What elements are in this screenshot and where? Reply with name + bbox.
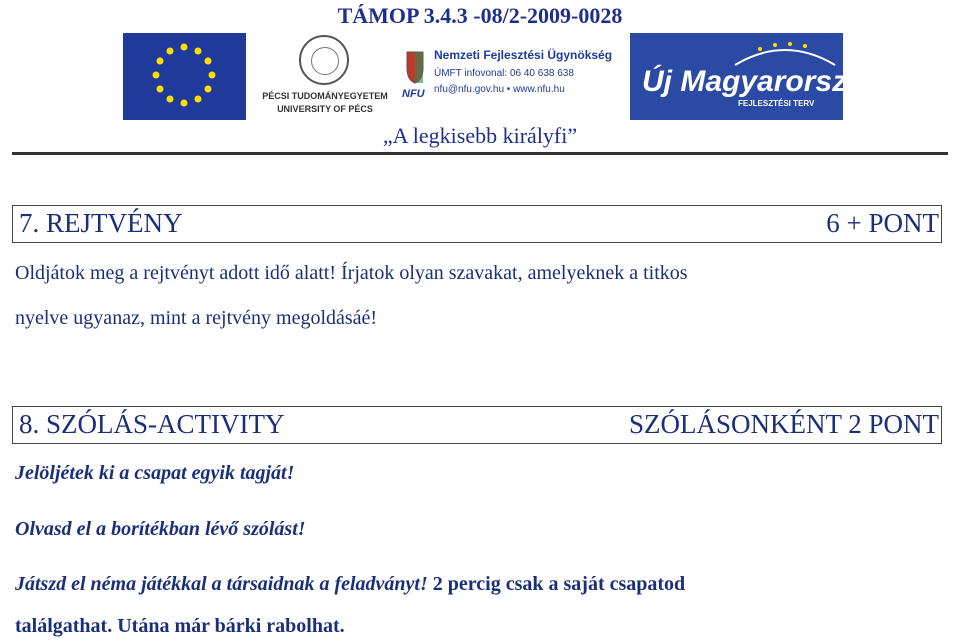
arc-stars-icon — [730, 39, 840, 67]
section-7-header — [12, 205, 942, 243]
nfu-web: nfu@nfu.gov.hu • www.nfu.hu — [434, 84, 565, 95]
um-sub: FEJLESZTÉSI TERV — [738, 99, 815, 108]
section-8-line-3-bold: 2 percig csak a saját csapatod — [432, 573, 686, 595]
section-8-header — [12, 406, 942, 444]
section-7-line-2: nyelve ugyanaz, mint a rejtvény megoldásáé! — [15, 307, 378, 329]
um-name: Új Magyarország — [642, 65, 883, 98]
logo-strip — [0, 30, 960, 120]
section-8-line-3-italic: Játszd el néma játékkal a társaidnak a feladványt! — [15, 573, 428, 595]
nfu-name: Nemzeti Fejlesztési Ügynökség — [434, 48, 613, 62]
section-8-line-1: Jelöljétek ki a csapat egyik tagját! — [15, 462, 295, 484]
section-7-points: 6 + PONT — [826, 208, 939, 238]
section-7-title: 7. REJTVÉNY — [19, 208, 183, 238]
section-8-title: 8. SZÓLÁS-ACTIVITY — [19, 409, 285, 439]
eu-flag-logo — [123, 33, 246, 120]
nfu-logo — [400, 42, 625, 112]
section-8-line-3 — [15, 573, 685, 596]
nfu-abbr: NFU — [402, 88, 425, 100]
document-header-title: TÁMOP 3.4.3 -08/2-2009-0028 — [337, 3, 623, 28]
pte-name-en: UNIVERSITY OF PÉCS — [277, 104, 373, 114]
section-8-line-4: találgathat. Utána már bárki rabolhat. — [15, 615, 345, 637]
nfu-phone: ÚMFT infovonal: 06 40 638 638 — [434, 68, 574, 79]
university-seal-icon — [299, 35, 349, 85]
pte-university-logo — [255, 33, 395, 120]
eu-stars-icon — [123, 33, 246, 120]
uj-magyarorszag-logo — [630, 33, 883, 120]
document-subtitle: „A legkisebb királyfi” — [382, 123, 578, 148]
section-7-line-1: Oldjátok meg a rejtvényt adott idő alatt! Írjatok olyan szavakat, amelyeknek a titkos — [15, 262, 688, 284]
section-8-points: SZÓLÁSONKÉNT 2 PONT — [628, 409, 939, 439]
hungarian-crest-icon — [405, 48, 425, 84]
section-8-line-2: Olvasd el a borítékban lévő szólást! — [15, 518, 306, 540]
pte-name-hu: PÉCSI TUDOMÁNYEGYETEM — [262, 91, 388, 101]
header-divider — [12, 152, 948, 155]
